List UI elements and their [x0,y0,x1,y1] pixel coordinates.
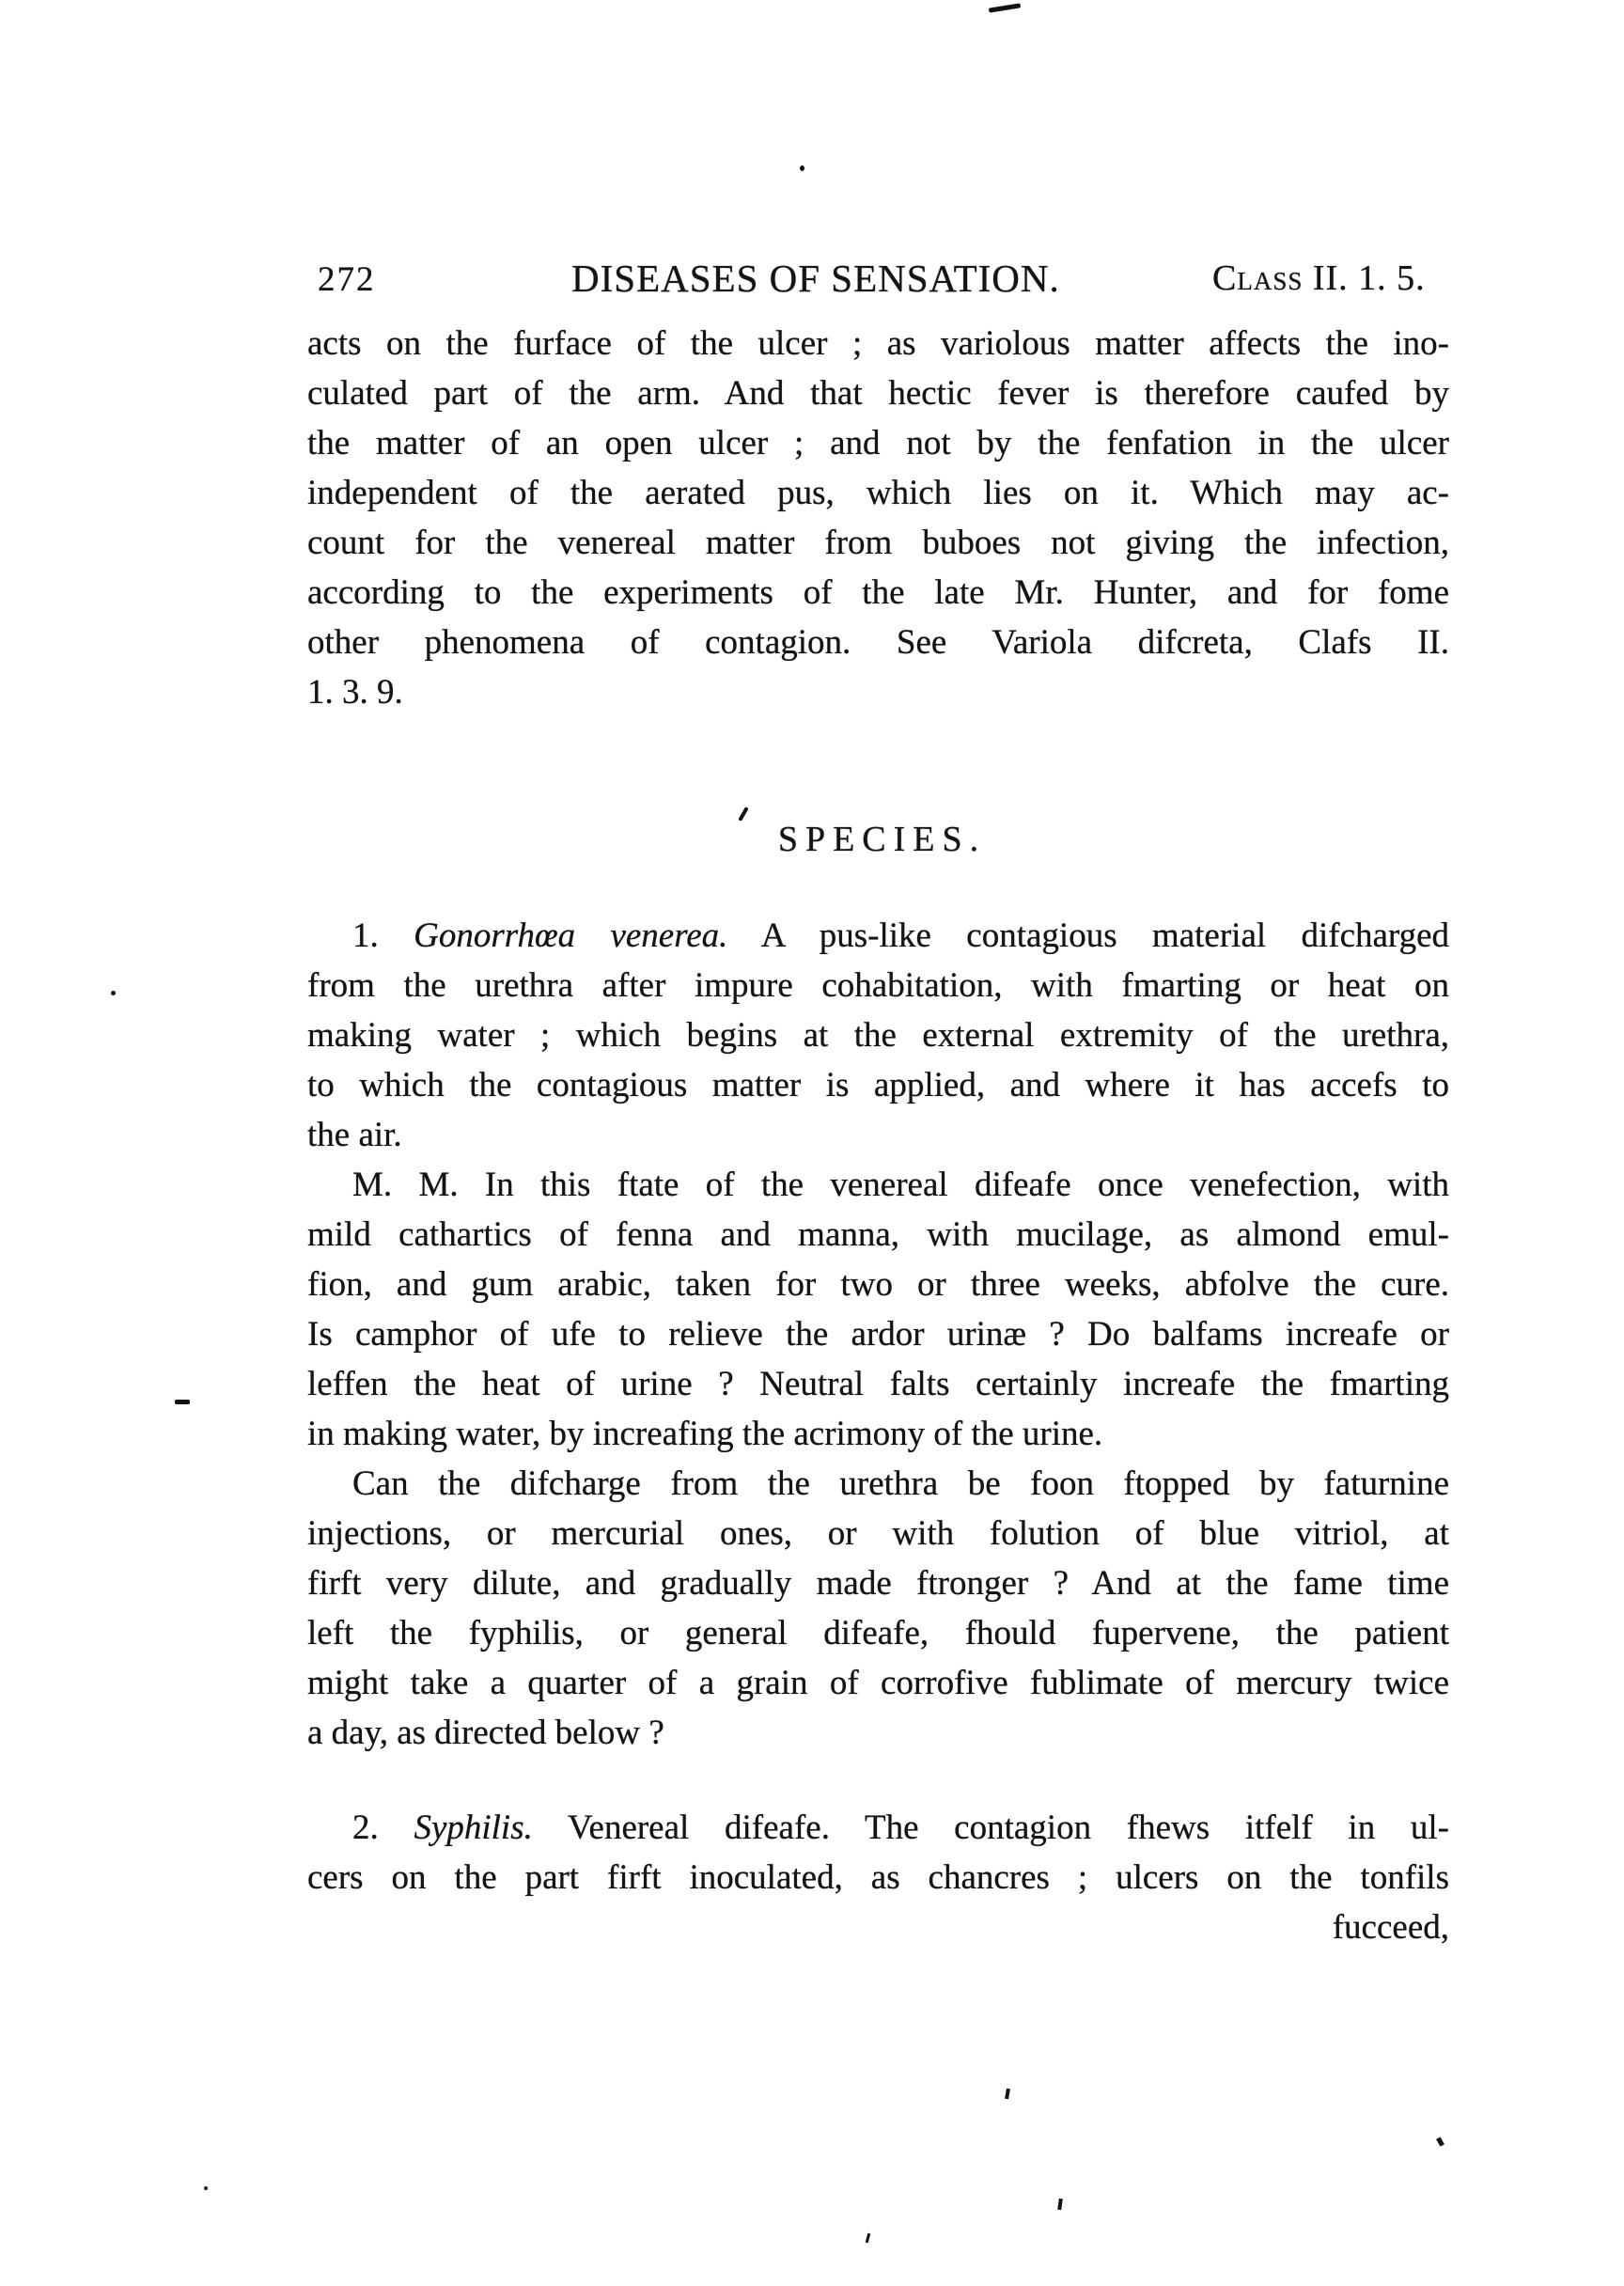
text-run: A pus-like contagious material difcharged [727,916,1449,955]
text-line [307,1803,1449,1853]
class-reference: Class II. 1. 5. [1212,258,1426,298]
text-line: to which the contagious matter is applied, and where it has accefs to [307,1066,1449,1104]
text-line: leffen the heat of urine ? Neutral falts certainly increafe the fmarting [307,1365,1449,1403]
text-line: Is camphor of ufe to relieve the ardor urinæ ? Do balfams increafe or [307,1315,1449,1354]
text-line: the matter of an open ulcer ; and not by the fenfation in the ulcer [307,424,1449,462]
text-line [307,911,1449,961]
ink-speck [800,165,804,171]
text-line: mild cathartics of fenna and manna, with mucilage, as almond emul- [307,1215,1449,1254]
running-header [0,256,1624,299]
ink-speck [866,2233,870,2243]
running-title: DISEASES OF SENSATION. [571,257,1060,300]
species-number: 2. [352,1808,414,1847]
text-run: Venereal difeafe. The contagion fhews itfelf in ul- [532,1808,1449,1847]
ink-speck [111,991,116,995]
page-number: 272 [318,260,376,299]
text-line: 1. 3. 9. [307,673,403,712]
text-line: making water ; which begins at the external extremity of the urethra, [307,1016,1449,1055]
paragraph-species-2 [307,1803,1449,1902]
text-line: count for the venereal matter from buboes not giving the infection, [307,524,1449,562]
text-line: cers on the part firft inoculated, as chancres ; ulcers on the tonfils [307,1858,1449,1897]
ink-speck [1005,2089,1010,2100]
species-name-italic: Gonorrhœa venerea. [414,916,728,955]
text-line: independent of the aerated pus, which lies on it. Which may ac- [307,474,1449,512]
text-line: firft very dilute, and gradually made ftronger ? And at the fame time [307,1564,1449,1603]
ink-speck [1436,2137,1444,2146]
text-line: left the fyphilis, or general difeafe, fhould fupervene, the patient [307,1614,1449,1652]
text-line: in making water, by increafing the acrimony of the urine. [307,1415,1103,1453]
text-line: acts on the furface of the ulcer ; as variolous matter affects the ino- [307,324,1449,363]
text-line: a day, as directed below ? [307,1714,664,1752]
species-name-italic: Syphilis. [414,1808,533,1847]
text-line: from the urethra after impure cohabitation, with fmarting or heat on [307,966,1449,1005]
paragraph-continuation [307,319,1449,717]
catchword-line [307,1902,1449,1952]
text-line: other phenomena of contagion. See Variola difcreta, Clafs II. [307,623,1449,662]
text-line: injections, or mercurial ones, or with folution of blue vitriol, at [307,1514,1449,1553]
text-line: fion, and gum arabic, taken for two or three weeks, abfolve the cure. [307,1265,1449,1304]
paragraph-discharge-question [307,1459,1449,1758]
species-number: 1. [352,916,414,955]
paragraph-materia-medica [307,1160,1449,1459]
text-line: the air. [307,1116,402,1154]
text-line: Can the difcharge from the urethra be foon ftopped by faturnine [352,1464,1449,1503]
ink-speck [175,1400,190,1404]
ink-speck [204,2186,208,2190]
text-line: culated part of the arm. And that hectic fever is therefore caufed by [307,374,1449,413]
section-heading-species: SPECIES. [777,820,987,859]
text-line: according to the experiments of the late Mr. Hunter, and for fome [307,573,1449,612]
catchword: fucceed, [1332,1908,1449,1947]
text-line: might take a quarter of a grain of corrofive fublimate of mercury twice [307,1664,1449,1702]
ink-speck [989,3,1021,12]
paragraph-species-1 [307,911,1449,1160]
text-line: M. M. In this ftate of the venereal difeafe once venefection, with [352,1166,1449,1204]
ink-speck [1057,2199,1063,2210]
